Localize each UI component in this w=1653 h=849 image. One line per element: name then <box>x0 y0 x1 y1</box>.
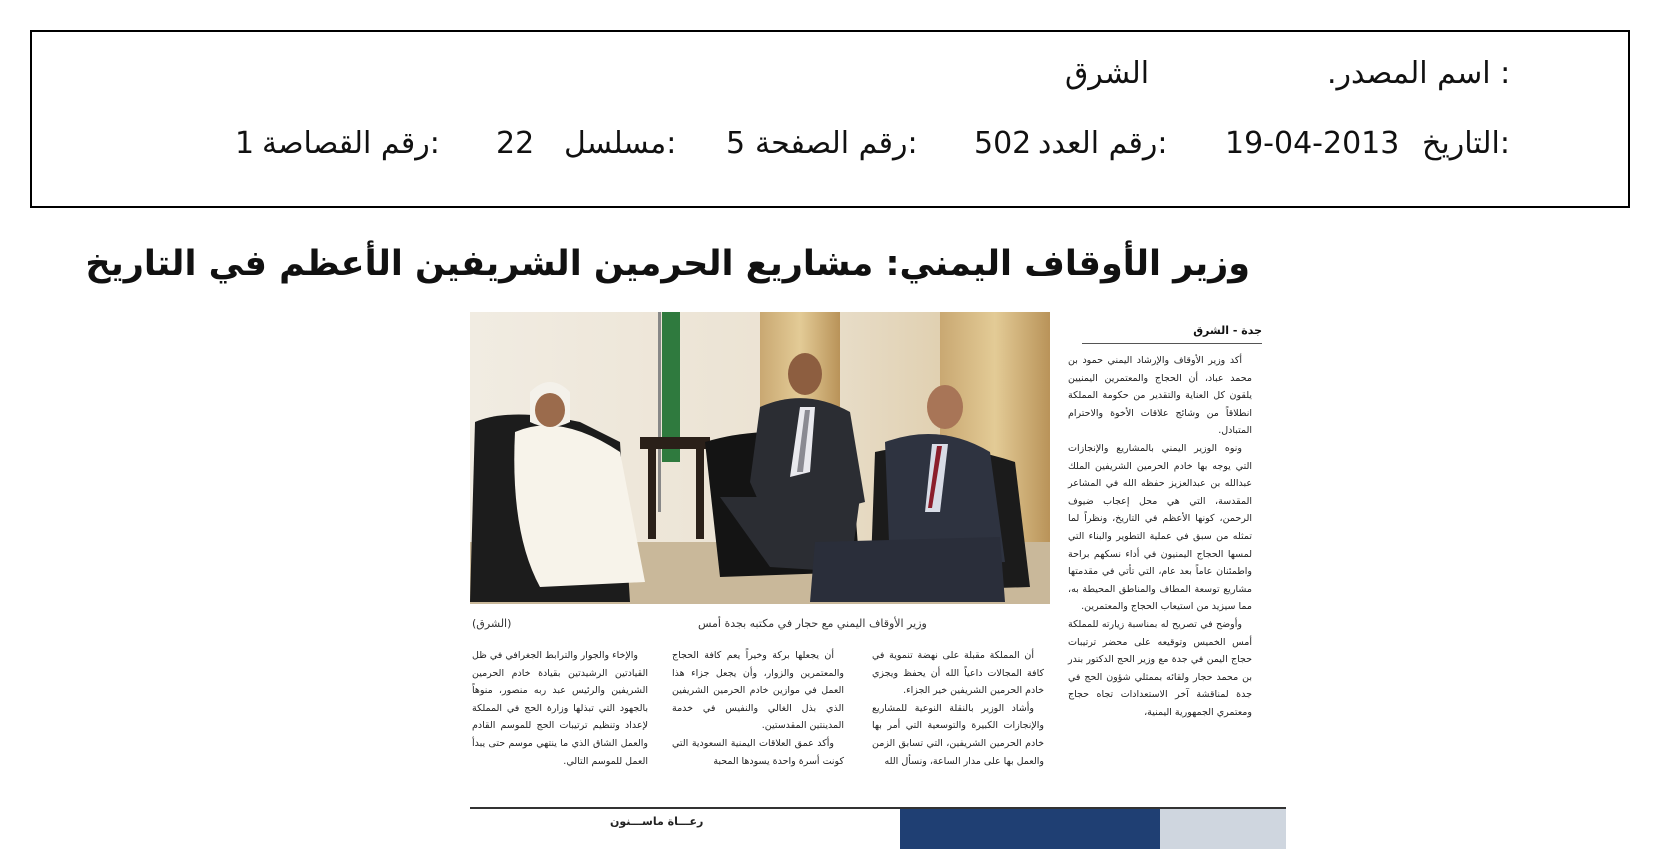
paragraph: وأوضح في تصريح له بمناسبة زيارته للمملكة أمس الخميس وتوقيعه على محضر ترتيبات حجاج اليمن في جدة مع وزير الحج الدكتور بندر بن محمد حجار ولقائه بممثلي شؤون الحج في جدة لمناقشة آخر الاستعدادات تجاه حجاج ومعتمري الجمهورية اليمنية، <box>1068 618 1252 718</box>
article-column-mid-left <box>672 647 844 770</box>
paragraph: وأكد عمق العلاقات اليمنية السعودية التي كونت أسرة واحدة يسودها المحبة <box>672 737 844 767</box>
paragraph: وأشاد الوزير بالنقلة النوعية للمشاريع والإنجازات الكبيرة والتوسعية التي أمر بها خادم الحرمين الشريفين، التي تسابق الزمن والعمل بها على مدار الساعة، ونسأل الله <box>872 702 1044 767</box>
photo-credit: (الشرق) <box>472 617 512 630</box>
page-label: رقم الصفحة: <box>755 126 918 161</box>
clip-number-label: رقم القصاصة: <box>262 126 440 161</box>
paragraph: أن يجعلها بركة وخيراً يعم كافة الحجاج والمعتمرين والزوار، وأن يجعل جزاء هذا العمل في موازين خادم الحرمين الشريفين الذي بذل الغالي والنفيس في خدمة المدينتين المقدستين. <box>672 650 844 732</box>
photo-caption: وزير الأوقاف اليمني مع حجار في مكتبه بجدة أمس <box>698 617 927 630</box>
meeting-photo-illustration <box>470 312 1050 604</box>
page-value: 5 <box>726 126 746 161</box>
paragraph: أن المملكة مقبلة على نهضة تنموية في كافة المجالات داعياً الله أن يحفظ ويجزي خادم الحرمين الشريفين خير الجزاء. <box>872 650 1044 697</box>
source-value: الشرق <box>1065 56 1150 91</box>
newspaper-clipping <box>85 232 1286 844</box>
article-column-left <box>472 647 648 770</box>
serial-value: 22 <box>496 126 535 161</box>
article-headline: وزير الأوقاف اليمني: مشاريع الحرمين الشريفين الأعظم في التاريخ <box>85 244 1250 284</box>
next-article-heading-fragment: رعـــاة ماســـنون <box>610 815 704 828</box>
paragraph: أكد وزير الأوقاف والإرشاد اليمني حمود بن محمد عباد، أن الحجاج والمعتمرين اليمنيين يلقون كل العناية والتقدير من حكومة المملكة انطلاقاً من وشائج علاقات الأخوة والاحترام المتبادل. <box>1068 355 1252 437</box>
article-column-right <box>1068 352 1252 721</box>
article-byline: جدة - الشرق <box>1082 324 1262 344</box>
article-photo <box>470 312 1050 604</box>
paragraph: ونوه الوزير اليمني بالمشاريع والإنجازات التي يوجه بها خادم الحرمين الشريفين الملك عبدالله بن عبدالعزيز حفظه الله في المشاعر المقدسة، التي هي محل إعجاب ضيوف الرحمن، كونها الأعظم في التاريخ، ونظراً لما تمثله من سبق في عملية التطوير والبناء التي لمسها الحجاج اليمنيون في أداء نسكهم براحة واطمئنان عاماً بعد عام، التي تأتي في مقدمتها مشاريع توسعة المطاف والمناطق المحيطة به، مما سيزيد من استيعاب الحجاج والمعتمرين. <box>1068 442 1252 613</box>
issue-label: رقم العدد: <box>1038 126 1168 161</box>
date-label: التاريخ: <box>1422 126 1510 161</box>
issue-value: 502 <box>974 126 1032 161</box>
paragraph: والإخاء والجوار والترابط الجغرافي في ظل القيادتين الرشيدتين بقيادة خادم الحرمين الشريفين والرئيس عبد ربه منصور، منوهاً بالجهود التي تبذلها وزارة الحج في المملكة لإعداد وتنظيم ترتيبات الحج للموسم القادم والعمل الشاق الذي ما ينتهي موسم حتى يبدأ العمل للموسم التالي. <box>472 650 648 767</box>
serial-label: مسلسل: <box>564 126 677 161</box>
date-value: 19-04-2013 <box>1225 126 1400 161</box>
next-article-fragment <box>470 807 1286 849</box>
clip-number-value: 1 <box>235 126 255 161</box>
source-label: .اسم المصدر : <box>1327 56 1511 91</box>
article-column-mid-right <box>872 647 1044 770</box>
next-article-photo-strip <box>1160 809 1286 849</box>
clipping-metadata-box <box>30 30 1630 208</box>
